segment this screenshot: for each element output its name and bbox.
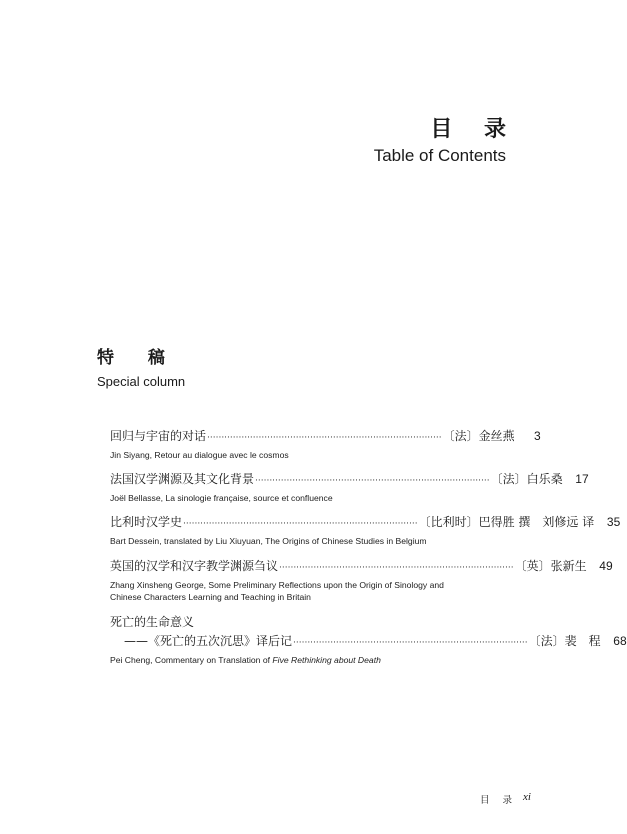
toc-entry[interactable]	[110, 614, 627, 666]
entry-author: 〔法〕裴 程	[528, 634, 601, 648]
entry-author: 〔法〕金丝燕	[442, 429, 515, 443]
dot-leader: ··················································································	[183, 519, 418, 529]
toc-entry[interactable]	[110, 558, 613, 603]
entry-title-en-line2: Chinese Characters Learning and Teaching in Britain	[110, 592, 311, 602]
entry-title[interactable]: 比利时汉学史	[110, 515, 183, 529]
entry-page-number: 49	[599, 559, 613, 573]
running-footer-label: 目 录	[480, 795, 518, 806]
entry-page-number: 68	[613, 634, 627, 648]
entry-title-en-italic: Five Rethinking about Death	[272, 655, 381, 665]
entry-author: 〔比利时〕巴得胜 撰 刘修远 译	[418, 515, 595, 529]
toc-entry[interactable]	[110, 428, 541, 461]
dot-leader: ··················································································	[279, 563, 514, 573]
dot-leader: ··················································································	[293, 638, 528, 648]
toc-entry[interactable]	[110, 514, 621, 547]
entry-subtitle[interactable]: ——《死亡的五次沉思》译后记	[124, 634, 293, 648]
dot-leader: ··················································································	[255, 476, 490, 486]
entry-title[interactable]: 英国的汉学和汉字教学渊源刍议	[110, 559, 279, 573]
entry-title-en-prefix: Pei Cheng, Commentary on Translation of	[110, 655, 273, 665]
footer-page-number: xi	[523, 791, 531, 803]
entry-title-en-line1: Zhang Xinsheng George, Some Preliminary Reflections upon the Origin of Sinology and	[110, 580, 444, 590]
entry-page-number: 35	[606, 515, 621, 529]
toc-entry[interactable]	[110, 471, 589, 504]
entry-page-number: 3	[533, 429, 541, 443]
dot-leader: ··················································································	[207, 433, 442, 443]
entry-title-en: Jin Siyang, Retour au dialogue avec le cosmos	[110, 450, 289, 460]
entry-title[interactable]: 法国汉学渊源及其文化背景	[110, 472, 255, 486]
entry-title-en: Joël Bellasse, La sinologie française, source et confluence	[110, 493, 333, 503]
entry-title-en	[110, 654, 506, 666]
section-title-cn: 特 稿	[97, 348, 179, 368]
entry-page-number: 17	[575, 472, 589, 486]
entry-title-en: Bart Dessein, translated by Liu Xiuyuan, The Origins of Chinese Studies in Belgium	[110, 536, 427, 546]
entry-title[interactable]: 回归与宇宙的对话	[110, 429, 207, 443]
toc-title-en: Table of Contents	[373, 146, 506, 165]
section-title-en: Special column	[97, 374, 186, 389]
entry-author: 〔英〕张新生	[514, 559, 587, 573]
entry-title[interactable]: 死亡的生命意义	[110, 615, 195, 629]
toc-title-cn: 目 录	[430, 117, 518, 142]
entry-author: 〔法〕白乐桑	[490, 472, 563, 486]
